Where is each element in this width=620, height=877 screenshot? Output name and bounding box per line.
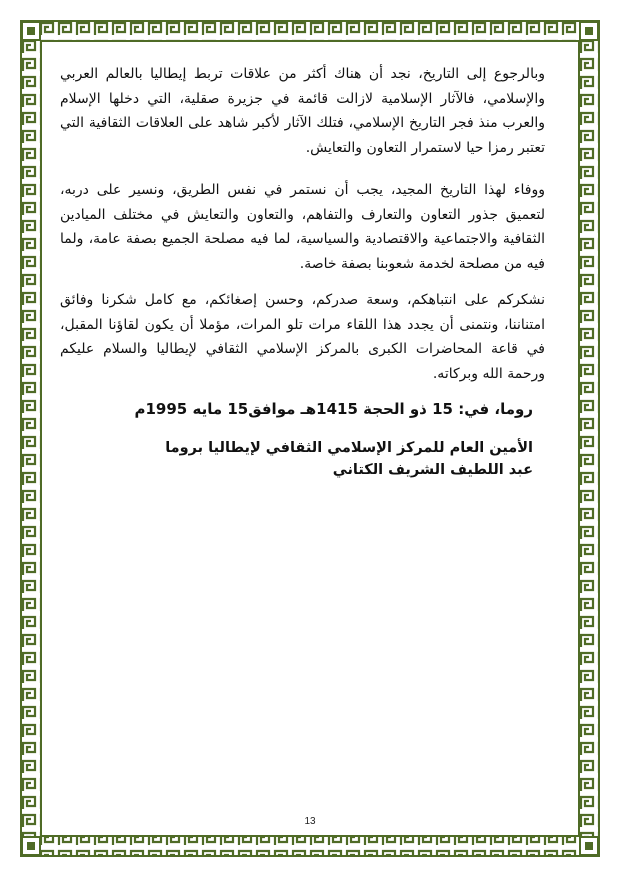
paragraph-loyalty: ووفاء لهذا التاريخ المجيد، يجب أن نستمر في نفس الطريق، ونسير على دربه، لتعميق جذور التعاون والتعارف والتفاهم، والتعاون والتعايش في مختلف الميادين الثقافية والاجتماعية والاقتصادية والسياسية، لما فيه مصلحة الجميع بصفة عامة، ولما فيه من مصلحة لخدمة شعوبنا بصفة خاصة. <box>60 182 545 272</box>
signature-title: الأمين العام للمركز الإسلامي الثقافي لإيطاليا بروما <box>165 440 533 456</box>
paragraph-history: وبالرجوع إلى التاريخ، نجد أن هناك أكثر من علاقات تربط إيطاليا بالعالم العربي والإسلامي، فالآثار الإسلامية لازالت قائمة في جزيرة صقلية، التي دخلها الإسلام والعرب منذ فجر التاريخ الإسلامي، فتلك الآثار لأكبر شاهد على العلاقات الثقافية التي تعتبر رمزا حيا لاستمرار التعاون والتعايش. <box>60 66 545 156</box>
date-line: روما، في: 15 ذو الحجة 1415هـ موافق15 مايه 1995م <box>134 400 533 418</box>
page-content <box>60 62 545 822</box>
signature-name: عبد اللطيف الشريف الكتاني <box>332 462 533 478</box>
page-number: 13 <box>304 816 316 827</box>
paragraph-thanks: نشكركم على انتباهكم، وسعة صدركم، وحسن إصغائكم، مع كامل شكرنا وفائق امتناننا، ونتمنى أن يجدد هذا اللقاء مرات تلو المرات، مؤملا أن يكون لقاؤنا المقبل، في قاعة المحاضرات الكبرى بالمركز الإسلامي الثقافي لإيطاليا والسلام عليكم ورحمة الله وبركاته. <box>60 292 545 382</box>
